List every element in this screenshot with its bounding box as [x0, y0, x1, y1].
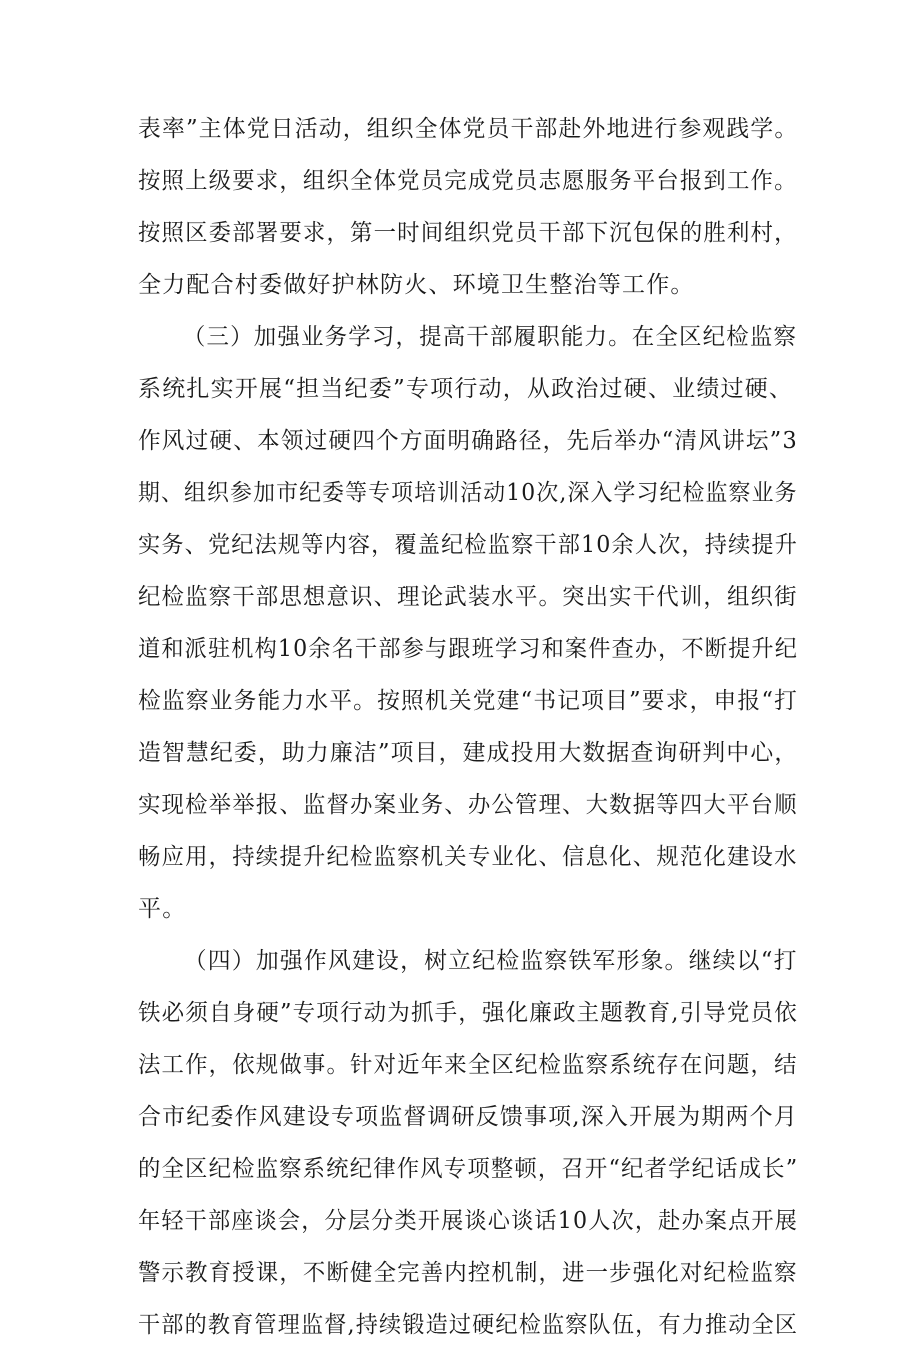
- text-line: 纪检监察干部思想意识、理论武装水平。突出实干代训，组织街: [138, 584, 798, 610]
- text-line: 系统扎实开展“担当纪委”专项行动，从政治过硬、业绩过硬、: [138, 376, 794, 402]
- section-heading-line: （三）加强业务学习，提高干部履职能力。在全区纪检监察: [182, 324, 798, 350]
- text-line: 警示教育授课，不断健全完善内控机制，进一步强化对纪检监察: [138, 1260, 798, 1286]
- text-line: 检监察业务能力水平。按照机关党建“书记项目”要求，申报“打: [138, 688, 799, 714]
- text-line: 实现检举举报、监督办案业务、办公管理、大数据等四大平台顺: [138, 792, 798, 818]
- text-line: 作风过硬、本领过硬四个方面明确路径，先后举办“清风讲坛”3: [138, 428, 798, 454]
- text-line: 年轻干部座谈会，分层分类开展谈心谈话10人次，赴办案点开展: [138, 1208, 799, 1234]
- text-line: 合市纪委作风建设专项监督调研反馈事项,深入开展为期两个月: [138, 1104, 798, 1130]
- text-line: 按照上级要求，组织全体党员完成党员志愿服务平台报到工作。: [138, 168, 798, 194]
- text-line: 法工作，依规做事。针对近年来全区纪检监察系统存在问题，结: [138, 1052, 798, 1078]
- text-line: 按照区委部署要求，第一时间组织党员干部下沉包保的胜利村，: [138, 220, 798, 246]
- text-line: 道和派驻机构10余名干部参与跟班学习和案件查办，不断提升纪: [138, 636, 799, 662]
- text-line: 表率”主体党日活动，组织全体党员干部赴外地进行参观践学。: [138, 116, 799, 142]
- text-line: 畅应用，持续提升纪检监察机关专业化、信息化、规范化建设水: [138, 844, 798, 870]
- text-line: 铁必须自身硬”专项行动为抓手，强化廉政主题教育,引导党员依: [138, 1000, 798, 1026]
- text-line: 造智慧纪委，助力廉洁”项目，建成投用大数据查询研判中心，: [138, 740, 799, 766]
- text-line: 期、组织参加市纪委等专项培训活动10次,深入学习纪检监察业务: [138, 480, 798, 506]
- text-line: 的全区纪检监察系统纪律作风专项整顿，召开“纪者学纪话成长”: [138, 1156, 799, 1182]
- text-line: 全力配合村委做好护林防火、环境卫生整治等工作。: [138, 272, 695, 298]
- body-text: [138, 103, 798, 1351]
- text-line: 平。: [138, 896, 187, 922]
- section-heading-line: （四）加强作风建设，树立纪检监察铁军形象。继续以“打: [183, 948, 798, 974]
- text-line: 实务、党纪法规等内容，覆盖纪检监察干部10余人次，持续提升: [138, 532, 799, 558]
- text-line: 干部的教育管理监督,持续锻造过硬纪检监察队伍，有力推动全区: [138, 1312, 799, 1338]
